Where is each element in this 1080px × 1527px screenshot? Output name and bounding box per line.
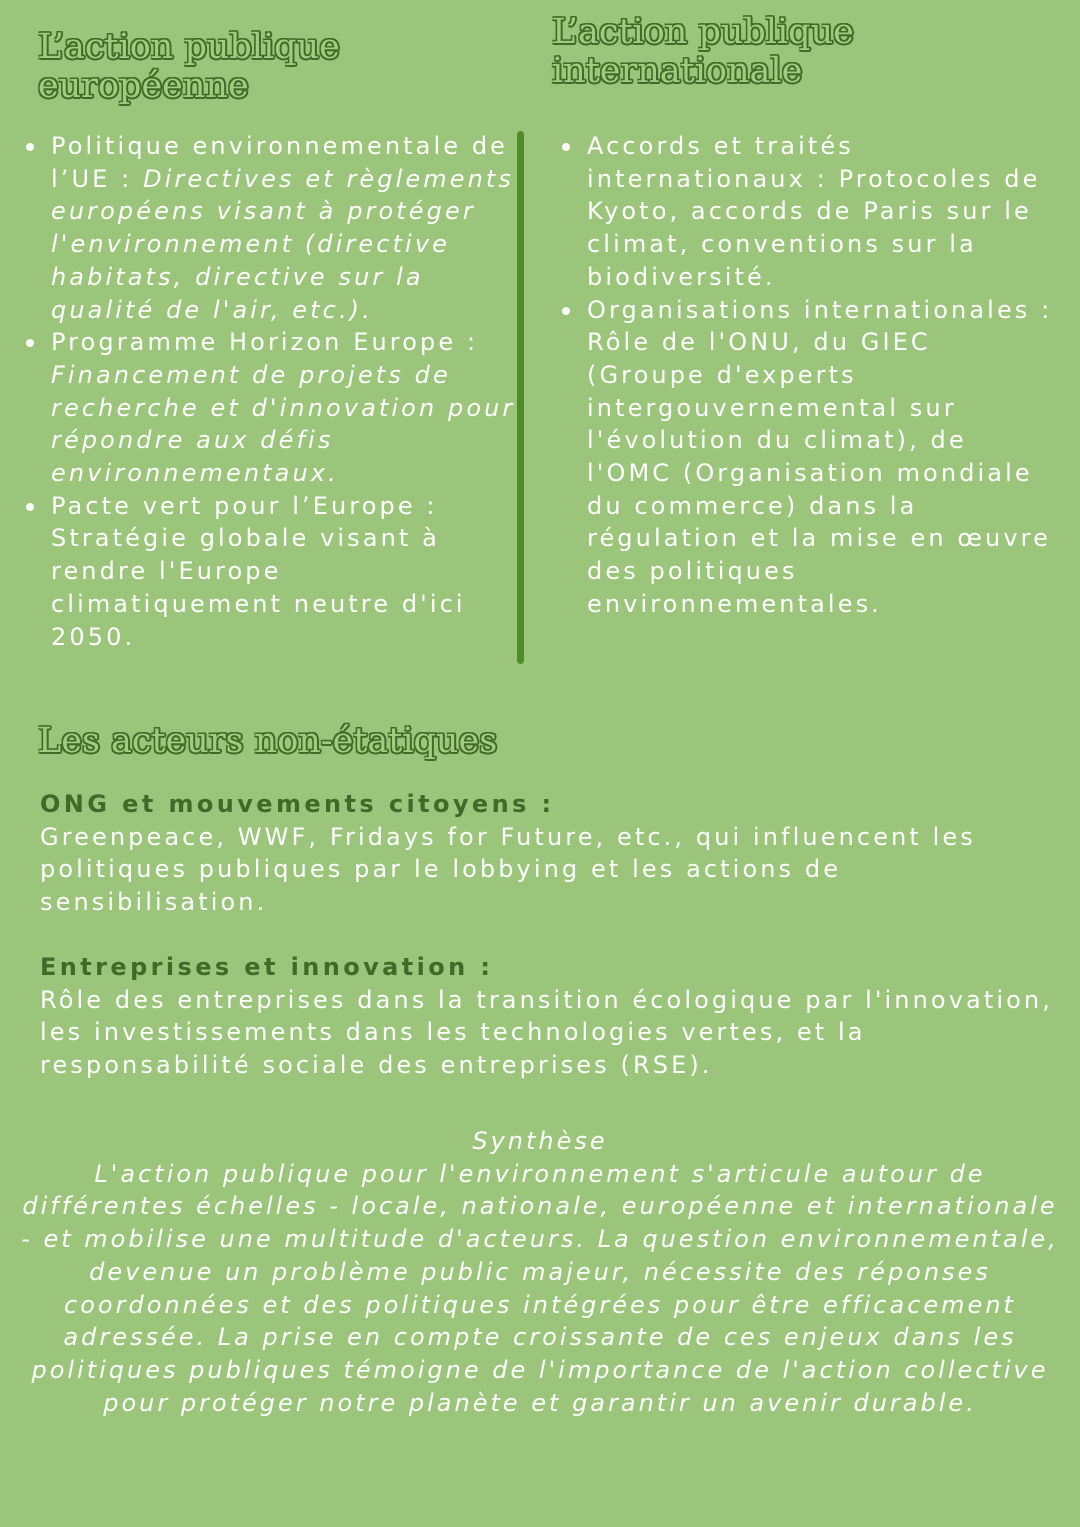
item-label: Politique environnementale de l’UE : xyxy=(51,132,509,193)
column-divider xyxy=(517,131,524,664)
item-text: Rôle de l'ONU, du GIEC (Groupe d'experts intergouvernemental sur l'évolution du climat), de l'OMC (Organisation mondiale du commerce) dans la régulation et la mise en œuvre des politiques environnementales. xyxy=(587,328,1051,618)
item-text: Financement de projets de recherche et d'innovation pour répondre aux défis environnementaux. xyxy=(51,360,516,488)
item-label: Pacte vert pour l’Europe : xyxy=(51,491,438,520)
business-label: Entreprises et innovation : xyxy=(40,953,494,981)
non-state-title: Les acteurs non-étatiques xyxy=(38,721,498,761)
item-label: Programme Horizon Europe : xyxy=(51,328,479,357)
item-label: Accords et traités internationaux : xyxy=(587,132,854,193)
list-item xyxy=(51,130,521,326)
item-text: Stratégie globale visant à rendre l'Europe climatiquement neutre d'ici 2050. xyxy=(51,524,466,651)
item-text: Protocoles de Kyoto, accords de Paris sur le climat, conventions sur la biodiversité. xyxy=(587,164,1041,291)
synthesis xyxy=(14,1125,1066,1419)
international-title: L’action publique internationale xyxy=(552,12,854,91)
business-text: Rôle des entreprises dans la transition écologique par l'innovation, les investissements dans les technologies vertes, et la responsabilité sociale des entreprises (RSE). xyxy=(40,985,1053,1080)
list-item xyxy=(587,130,1057,294)
synthesis-text: L'action publique pour l'environnement s'articule autour de différentes échelles - locale, nationale, européenne et internationale - et mobilise une multitude d'acteurs. La question environnementale, devenue un problème public majeur, nécessite des réponses coordonnées et des politiques intégrées pour être efficacement adressée. La prise en compte croissante de ces enjeux dans les politiques publiques témoigne de l'importance de l'action collective pour protéger notre planète et garantir un avenir durable. xyxy=(21,1159,1059,1417)
list-item xyxy=(51,326,521,490)
ngo-text: Greenpeace, WWF, Fridays for Future, etc., qui influencent les politiques publiques par le lobbying et les actions de sensibilisation. xyxy=(40,822,976,917)
synthesis-title: Synthèse xyxy=(472,1127,608,1155)
list-item xyxy=(51,490,521,654)
international-list xyxy=(587,130,1057,621)
europe-title: L’action publique européenne xyxy=(38,27,340,106)
business-paragraph xyxy=(40,951,1060,1082)
list-item xyxy=(587,294,1057,621)
europe-list xyxy=(51,130,521,653)
item-label: Organisations internationales : xyxy=(587,295,1053,324)
ngo-label: ONG et mouvements citoyens : xyxy=(40,790,555,818)
ngo-paragraph xyxy=(40,788,1060,919)
item-text: Directives et règlements européens visant à protéger l'environnement (directive habitats, directive sur la qualité de l'air, etc.). xyxy=(51,164,515,324)
